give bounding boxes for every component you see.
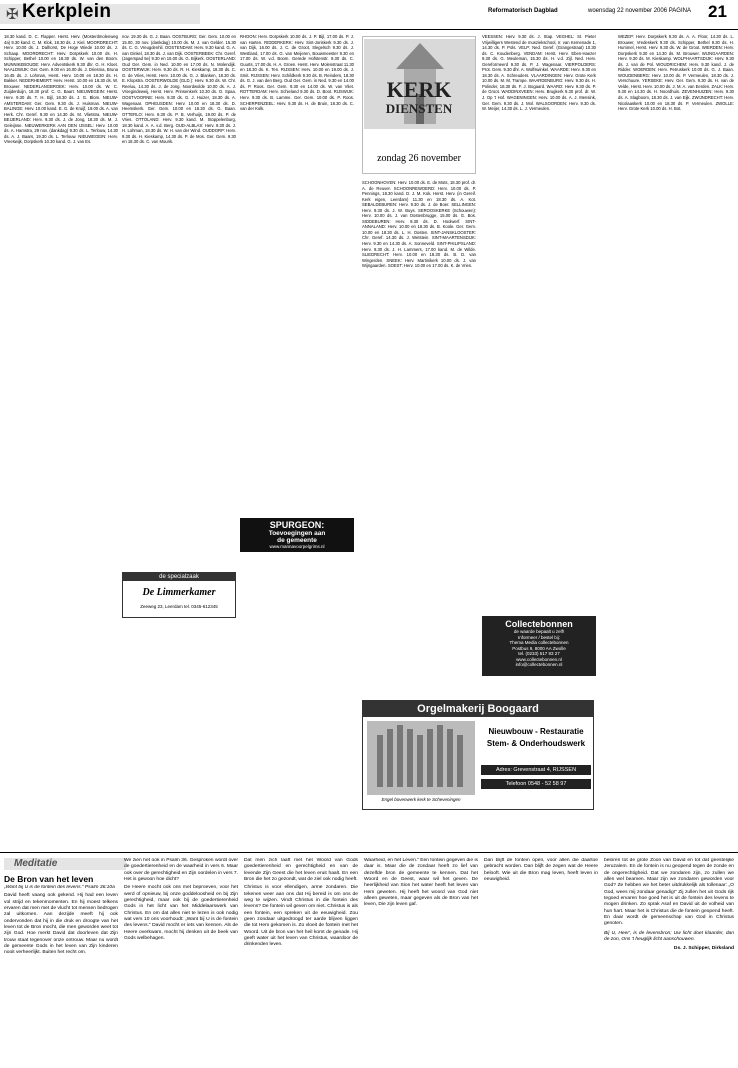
spurgeon-ad bbox=[240, 518, 354, 552]
ad-address: Adres: Grevenstraat 4, RIJSSEN bbox=[481, 765, 591, 775]
ad-line: info@collectebonnen.nl bbox=[515, 662, 563, 667]
meditatie-quote: „Want bij U is de fontein des levens.” Psalm 36:10a bbox=[4, 885, 115, 890]
meditatie-column-5 bbox=[484, 858, 598, 1064]
listing-column-6 bbox=[618, 34, 734, 846]
church-logo-icon: ✠ bbox=[6, 6, 19, 23]
ad-date: zondag 26 november bbox=[377, 153, 461, 164]
ad-line: Informeer / bestel bij: bbox=[517, 634, 561, 640]
meditatie-paragraph: beloren tot de grote Zoon van David en tot dat geestelijke Jeruzalem. En de fontein is nu geopend tegen de zonde en de ongerechtigheid. Dat we zondaren zijn, zo zullen we allen wel beamen. Maar zijn we zondaren geworden voor God? Ze hebben we het beter uitdrukkelijk als tollenaar: „O God, wees mij zondaar genadig!” Zij zullen het uit Gods rijk tegoed ervaren hoe goed het is uit de fontein des levens te mogen drinken. Zo sprak Asaf en David uit de volheid van hun hart. Maar het is Christus die de fontein geopend heeft. En daar wordt de gemeenschap van God in Christus genoten. bbox=[604, 858, 734, 927]
ad-brand: De Limmerkamer bbox=[142, 587, 216, 598]
page-number: 21 bbox=[708, 2, 727, 21]
kerk-diensten-banner bbox=[362, 36, 476, 174]
meditatie-verse: Bij U, Heer', is de levensbron; Uw licht doet klaarder, dan de zon, Ons 't heuglijk licht aanschouwen. bbox=[604, 930, 734, 943]
organ-image-icon bbox=[367, 721, 475, 795]
page-header bbox=[0, 0, 738, 28]
ad-phone: Telefoon 0548 - 52 58 97 bbox=[481, 779, 591, 789]
ad-title: Orgelmakerij Boogaard bbox=[363, 701, 593, 717]
collectebonnen-ad bbox=[482, 616, 596, 676]
listing-text: nov. 19.30 ds. G. J. Baan. OOSTBURG: Ger. Gem. 10.00 en 15.00, 30 nov. (dankdag) 10.00 ds. M. J. van Gelder. 15.30 ds. C. G. Vreugdenhil. OOSTENDAM: Herv. 9.30 kand. G. A. van Ginkel, 18.30 ds. J. van Dijk. OOSTERBEEK: Chr. Geref. (Jagerspad 5e) 9.30 en 15.00 ds. G. Bijkerk. OOSTERLAND: Oud Ger. Gem. in Ned. 10.00 en 17.00 ds. N. Molendijk. OOSTERWIJK: Herv. 9.30 ds. R. H. Kieskamp, 18.30 ds. C. G. de Vries, Herst. Herv. 10.00 ds. G. J. Blanken, 18.30 ds. E. Klopstra. OOSTERWOLDE (GLD.): Herv. 9.30 ds. W. Chr. Reeluu, 14.30 ds. J. de Jong. Noordwolde 10.00 ds. A. J. Vroegindeweij, Herst. Herv. Prinsenkerk 10.30 ds. O. Spaa. OOSTVOORNE: Herv. 9.30 ds. G. J. Huizer, 18.30 ds. A. Wagenaar. OPHEUSDEN: Herv. 10.00 en 18.30 ds. D. Heemskerk. Ger. Gem. 10.00 en 18.30 ds. G. Baan. OTTERLO: Herv. 9.30 ds. P. B. Verhuijs, 19.00 ds. P. de Vries. OTTOLAND: Herv. 9.30 kand. M. Stoppelenburg, 18.30 kand. A. A. v.d. Berg. OUD-ALBLAS: Herv. 9.30 ds. J. H. Lohman, 18.30 ds. W. H. van der Wind. OUDDORP: Herv. 9.30 ds. H. Kieskamp, 14.30 ds. P. de Mos. Ger. Gem. 9.30 en 18.30 ds. C. van Mourik. bbox=[122, 34, 236, 145]
meditatie-paragraph: Dat men zich laaft met het Woord van Gods goedertierenheid en gerechtigheid en van de levende Zijn Geest die het leven eruit haalt. En een Bron die het zo gezondt, wat de ziel ook nodig heeft. bbox=[244, 858, 358, 883]
meditatie-column-4 bbox=[364, 858, 478, 1064]
meditatie-author: Ds. J. Schipper, Dirksland bbox=[673, 946, 734, 952]
meditatie-paragraph: Waarheid, en het Leven.” Een fontein gegeven die is daar is. Maar die de zondaar heeft zo lief van dezelfde bron de gemeente te kennen. Dat het Woord en de Geest, waar wil het geven. De heerlijkheid van Sion het water heeft het leven van Hem geweten. Hij heeft het woord van God niet alleen geweten, maar gegeven als de Bron van het leven, Die zijn leven gaf. bbox=[364, 858, 478, 908]
meditatie-column-3 bbox=[244, 858, 358, 1064]
meditatie-paragraph: We zien het ook in Psalm 36. Gesproken wordt over de goedertierenheid en de waarheid in vers 6. Maar ook over de gerechtigheid en Zijn oordelen in vers 7. Het is gewoon hoe dicht? bbox=[124, 858, 238, 883]
ad-subtitle: Stem- & Onderhoudswerk bbox=[486, 739, 586, 748]
limmerkamer-ad bbox=[122, 572, 236, 618]
ad-line: de waarde bepaalt u zelf! bbox=[513, 629, 565, 634]
meditatie-paragraph: Christus is voor ellendigen, arme zondaren. Die tekenen weer aan ons dat Hij bereid is om ons de weg te wijzen. Vindt Christus in die fontein des levens? De fontein wil geven om niet. Christus is als een fontein, een spreken uit de eeuwigheid. Zou geen zondaar uitgedroogd ter aarde blijven liggen die tot Hem gekomen is. Zo vloeit de fontein met het Woord. Uit de bron van het heil komt de genade. Hij geeft water uit het leven van Christus, waardoor de drinkenden leven. bbox=[244, 885, 358, 948]
issue-date: woensdag 22 november 2006 PAGINA bbox=[588, 8, 691, 14]
image-caption: Engel bovenwerk kerk te Scheveningen bbox=[381, 797, 461, 802]
meditatie-column-1 bbox=[4, 885, 118, 1063]
meditatie-heading: De Bron van het leven bbox=[4, 874, 94, 884]
ad-subtitle: DIENSTEN bbox=[385, 101, 453, 116]
meditatie-column-2 bbox=[124, 858, 238, 1064]
ad-line: Toevoegingen aan bbox=[268, 530, 326, 537]
ad-line: Postbus 9, 8000 AA Zwolle bbox=[512, 645, 566, 651]
meditatie-paragraph: De Heere mocht ook ons met beproeven, voor het werd of opnieuw, bij onze goddeloosheid en bij Zijn gerechtigheid, maar ook bij de goedertierenheid Gods in het licht van het Middelaarswerk van Christus. En om dat alles niet te lezen is ook nodig wat vers 10 ons voorhoudt: „Want bij U is de fontein des levens.” David mocht er iets van kennen. Als de Heere overkwam, mocht hij denken uit de beek van Gods welbehagen. bbox=[124, 885, 238, 942]
meditatie-column-6 bbox=[604, 858, 734, 1064]
listing-column-3 bbox=[240, 34, 354, 846]
page-title: Kerkplein bbox=[22, 1, 112, 22]
header-divider bbox=[0, 29, 738, 30]
ad-line: www.collectebonnen.nl bbox=[516, 656, 562, 662]
listing-text: VEESSEN: Herv. 9.30 ds. J. Stap. VEGHEL: St. Pieter Vrijwilligers Westend de musziekschool, Ir. van Kemenade 1, 14.30 ds. P. Pols. VELP: Ned. Geref. (Grangestraat) 10.30 ds. C. Koudenberg. VENDAM: Herst. Herv. Eben-Haezer 9.30 ds. G. Meuleman, 15.30 ds. H. v.d. Zijl. Ned. Herv. Gereformeerd 9.30 ds. P. J. Wagenaar. VIERPOLDERS: Prot. Gem. 9.30 dhr. A. Wolfswinkel. WAARDE: Herv. 9.30 en 18.30 ds. A. Schreuders. VLAARDINGEN: Herv. Grote Kerk 10.00 ds. M. M. Trampe. WAARDENBURG: Herv. 9.30 ds. H. Polinder, 18.30 ds. F. J. Bogaard. WAARD: Herv. 9.30 ds. P. de Groot. WADDINXVEEN: Herv. Brugkerk 9.30 prof. dr. W. J. Op 't Hof. WAGENINGEN: Herv. 10.00 ds. A. J. Mensink, Ger. Gem. 9.30 ds. J. Mol. WALSOORDEN: Herv. 9.30 ds. W. Meijer, 14.30 ds. L. J. Vermeulen. bbox=[482, 34, 596, 112]
ad-title: KERK bbox=[386, 77, 452, 102]
meditatie-tag: Meditatie bbox=[4, 858, 126, 870]
listing-text: RHOON: Herv. Dorpskerk 10.00 ds. J. P. Bijl, 17.00 ds. P. J. van Harten. RIDDERKERK: Herv. Sint-Joriskerk 9.30 ds. J. van Dijk, 16.00 ds. J. C. de Groot, Slegelsch 9.30 ds. J. Westland, 17.00 ds. G. van Meijeren, Bouwmeester 9.30 en 17.00 ds. W. v.d. Boom. Gerede Hofstenstr. 9.30 ds. C. Guurts, 17.00 ds. H. A. Groen. Herst. Herv. Molenstraat 11.30 en 18.30 ds. K. Ten. RIJSSEN: Herv. 10.00 en 19.00 ds. J. Smit. RIJSSEN: Herv. Schildkerk 9.30 ds. B. Reinders, 18.30 ds. G. J. van den Berg. Oud Ger. Gem. in Ned. 9.30 en 14.00 ds. P. Roos. Ger. Gem. 9.30 en 14.00 ds. W. van Vliet. ROTTERDAM: Herv. Schieland 9.30 ds. D. Boot. RIJSWIJK: Herv. 9.30 ds. B. Lamme. Ger. Gem. 10.00 ds. P. Roos. SCHERPENZEEL: Herv. 9.30 ds. H. de Bruin, 18.30 ds. C. van der Kolk. bbox=[240, 34, 354, 112]
publication-name: Reformatorisch Dagblad bbox=[488, 8, 558, 14]
orgelmakerij-ad bbox=[362, 700, 594, 810]
ad-title: SPURGEON: bbox=[269, 520, 325, 530]
meditatie-paragraph: David heeft vaang ook gekend. Hij had een leven vol strijd en tekenmomenten. En hij moest telkens ervaren dat men met de vlucht tot mensen bedrogen zal uitkomen. Aan dezijde meeft hij ook ondervonden dat hij in die druk en droogte van het leven tot de Bron mocht, die men geworden weet tot zijn God. Hoe merkt David dat doorleven dat Zijn trouw staat tegenover onze ontrouw. Maar nu wordt de gemeente Gods in het leven van Zijn kinderen nooit verheerlijkt. Buiten het recht om. bbox=[4, 893, 118, 956]
meditatie-paragraph: Dan blijft de fontein open, voor allen die daartoe gebracht worden. Dan blijft de zegen wat de Heere belooft. Wie uit die Bron mag leven, heeft leven in eeuwigheid. bbox=[484, 858, 598, 883]
ad-subtitle: Nieuwbouw - Restauratie bbox=[488, 727, 584, 736]
section-divider bbox=[0, 852, 738, 853]
ad-line: de gemeente bbox=[277, 537, 317, 544]
ad-line: tel. (0233) 517 83 27 bbox=[518, 651, 560, 656]
ad-address: Zeeweg 23, Leerdam tel. 0345-612345 bbox=[140, 604, 218, 609]
listing-column-2 bbox=[122, 34, 236, 594]
listing-column-4 bbox=[362, 180, 476, 560]
listing-text: 18.30 kand. D. C. Flapper. Herst. Herv. (Mosterdmolenweg 4a) 9.30 kand. C. M. Klok, 18.30 ds. J. Kiel. MOORDRECHT: Herv. 10.00 ds. J. Dalhorst, De Hoge Wiede 10.00 ds. J. Schaap. MOORDRECHT: Herv. Dorpskerk 10.00 ds. H. Schipper, Bethel 10.00 en 18.30 ds. W. van den Boom. MUNNIKEBOUDE: Herv. Adventskerk 9.30 dhr. G. H. Kloet. NAALDWIJK: Ger. Gem. 9.00 en 16.00 ds. J. Driesma, Bruna 16.45 ds. J. Lohman, Herst. Herv. 10.00 en 18.30 ds. H. Bakker. NEDERHEMERT: Herv. Herst. 10.00 en 18.30 ds. W. Brouwer. NEDERLANGBROEK: Herv. 10.00 ds. W. C. Zuijderduijn, 18.30 prof. C. G. Baart. NIEUWEGEIN: Herst. Herv. 9.30 ds. T. H. Bijl, 18.30 ds. J. G. Blom. NIEUW-AMSTERDAM: Ger. Gem. 9.30 ds. J. Huisman. NIEUW-BALINGE: Herv. 10.00 kand. E. G. de Kruijf, 19.00 ds. A. van Herk. Chr. Geref. 9.30 en 14.30 ds. M. Vlietstra. NIEUW-BEIJERLAND: Herv. 9.30 ds. J. de Jong, 18.30 ds. M. J. Geleijnse. NIEUWERKERK AAN DEN IJSSEL: Herv. 10.00 ds. A. Hamstra, 29 nov. (dankdag) 9.30 ds. L. Terlouw, 14.30 ds. A. J. Baars, 19.30 ds. L. Terlouw. NIEUWEGEIN: Herv. Vreeswijk, Dorpskerk 10.30 kand. G. J. van Es. bbox=[4, 34, 118, 145]
ad-title: Collectebonnen bbox=[505, 619, 573, 629]
ad-title: de specialzaak bbox=[123, 573, 235, 581]
ad-line: Thema Media collectebonnen bbox=[509, 640, 569, 645]
listing-text: SCHOONHOVEN: Herv. 10.00 ds. E. de Mots, 18.30 prof. dr. A. de Reuver. SCHOONREWOERD: Herv. 10.00 ds. P. Pennings, 18.30 kand. D. J. M. Kok. Herst. Herv. (in Gereif. Kerk eigen, Leerdam) 11.30 en 18.30 ds. A. Kot. SEBALDEBUREN: Herv. 9.30 ds. J. de Boer. SELLINGEN: Herv. 9.30 ds. J. W. Buys. SEROOSKERKE (Schouwen): Herv. 10.00 ds. J. van Oostenbrugge, 15.00 ds. G. Bos. SIDDEBUREN: Herv. 9.30 ds. D. Hoolwerf. SINT-ANNALAND: Herv. 10.00 en 18.30 ds. B. Koole. Ger. Gem. 10.00 en 18.30 ds. L. H. Oosten. SINT-JANSKLOOSTER: Chr. Geref. 14.30 ds. J. Wetstein. SINT-MAARTENSDIJK: Herv. 9.30 en 14.30 ds. A. Sonneveld. SINT-PHILIPSLAND: Herv. 9.30 ds. J. H. Lammers, 17.00 kand. M. de Wilde. SLIEDRECHT: Herv. 10.00 en 18.30 ds. B. D. van Wingerden. SNEEK: Herv. Martinikerk 10.00 ds. J. van Wijngaarden. SOEST: Herv. 10.00 en 17.00 ds. K. de Vries. bbox=[362, 180, 476, 269]
ad-url: www.mannavoorpelgrims.nl bbox=[269, 544, 325, 549]
listing-text: WEZEP: Herv. Dorpskerk 9.30 ds. A. A. Floor, 14.30 ds. L. Brouwer, Vredeskerk 9.30 ds. Schipper, Bethel 9.30 ds. H. Hummel, Herst. Herv. 9.30 ds. W. de Groot. WIERDEN: Herv. Dorpskerk 9.30 en 14.30 ds. M. Brouwer. WIJNGAARDEN: Herv. 9.30 ds. M. Kieskamp. WOLPHAARTSDIJK: Herv. 9.30 ds. J. van de Pol. WOUDRICHEM: Herv. 9.30 kand. J. de Ridder. WOERDEN: Herv. Petruskerk 10.00 ds. G. J. Baan. WOUDENBERG: Herv. 10.00 ds. P. Vermeulen, 18.30 ds. J. Verschuure. YERSEKE: Herv. Ger. Gem. 9.30 ds. H. van de Velde, Herst. Herv. 10.00 ds. J. M. A. van Eerden. ZALK: Herv. 9.30 en 14.30 ds. H. Noordhuis. ZEVENHUIZEN: Herv. 9.30 ds. A. Slagboom, 18.30 ds. J. van Eijk. ZWIJNDRECHT: Herv. Nicolaaskerk 10.00 en 18.30 ds. P. Vermeulen. ZWOLLE: Herv. Grote Kerk 10.00 ds. H. Bot. bbox=[618, 34, 734, 112]
listing-column-1 bbox=[4, 34, 118, 846]
